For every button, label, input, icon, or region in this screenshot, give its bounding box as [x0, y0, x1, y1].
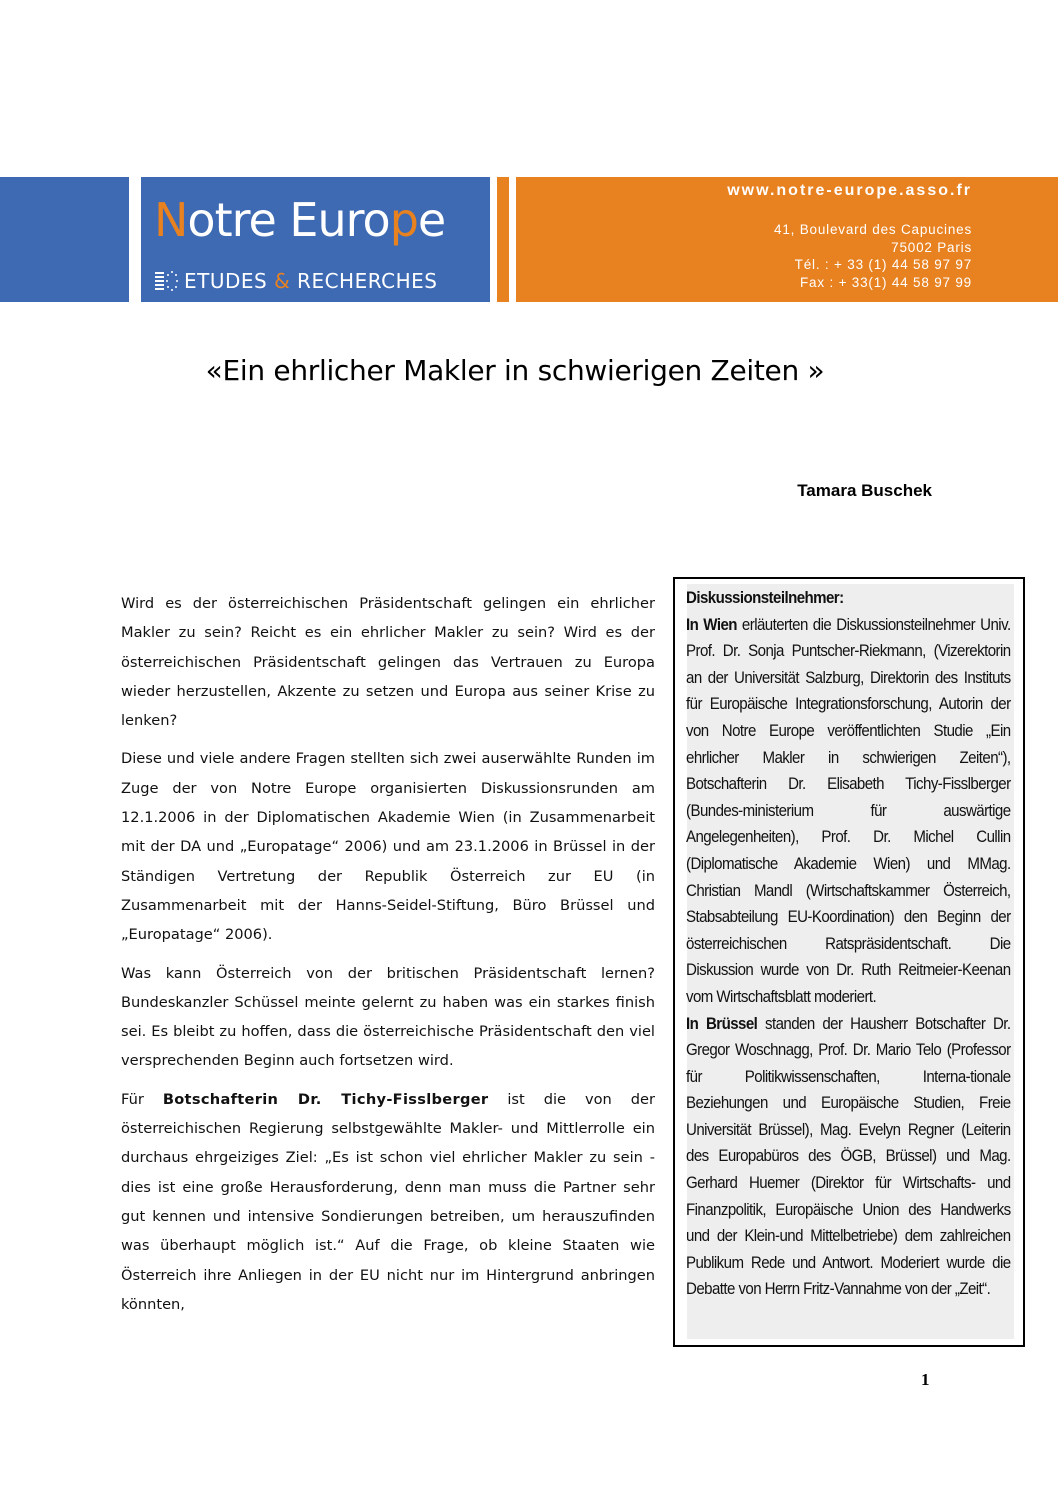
logo-subtitle: ETUDES & RECHERCHES	[154, 266, 437, 296]
document-stars-icon	[154, 269, 178, 293]
author-name: Tamara Buschek	[797, 481, 932, 500]
website-link[interactable]: www.notre-europe.asso.fr	[727, 182, 972, 199]
participants-brussels: In Brüssel standen der Hausherr Botschafter Dr. Gregor Woschnagg, Prof. Dr. Mario Telo (Professor für Politikwissenschaften, Interna-tionale Beziehungen und Europäische Studien, Freie Universität Brüssel), Mag. Evelyn Regner (Leiterin des Europabüros des ÖGB, Brüssel) und Mag. Gerhard Huemer (Direktor für Wirtschafts- und Finanzpolitik, Europäische Union des Handwerks und der Klein-und Mittelbetriebe) dem zahlreichen Publikum Rede und Antwort. Moderiert wurde die Debatte von Herrn Fritz-Vannahme von der „Zeit“.	[686, 1014, 1011, 1299]
header-band-left	[0, 177, 129, 302]
header-divider	[490, 177, 497, 302]
page-number: 1	[921, 1370, 930, 1389]
fax-line: Fax : + 33(1) 44 58 97 99	[800, 274, 972, 290]
paragraph: Was kann Österreich von der britischen Präsidentschaft lernen? Bundeskanzler Schüssel meinte gelernt zu haben was ein starkes finish sei. Es bleibt zu hoffen, dass die österreichische Präsidentschaft den viel versprechenden Beginn auch fortsetzen wird.	[121, 964, 655, 1070]
bold-name: Botschafterin Dr. Tichy-Fisslberger	[162, 1090, 489, 1108]
paragraph: Wird es der österreichischen Präsidentschaft gelingen ein ehrlicher Makler zu sein? Reicht es ein ehrlicher Makler zu sein? Wird es der österreichischen Präsidentschaft gelingen das Vertrauen zu Europa wieder herzustellen, Akzente zu setzen und Europa aus seiner Krise zu lenken?	[121, 595, 655, 730]
participants-text	[686, 585, 1011, 1303]
document-title: «Ein ehrlicher Makler in schwierigen Zeiten »	[205, 354, 825, 387]
address-line: 41, Boulevard des Capucines	[774, 222, 972, 237]
participants-heading: Diskussionsteilnehmer:	[686, 589, 844, 607]
address-line: 75002 Paris	[891, 239, 972, 255]
participants-vienna: In Wien erläuterten die Diskussionsteilnehmer Univ. Prof. Dr. Sonja Puntscher-Riekmann, (Vizerektorin an der Universität Salzburg, Direktorin des Instituts für Europäische Integrationsforschung, Autorin der von Notre Europe veröffentlichten Studie „Ein ehrlicher Makler in schwierigen Zeiten“), Botschafterin Dr. Elisabeth Tichy-Fisslberger (Bundes-ministerium für auswärtige Angelegenheiten), Prof. Dr. Michel Cullin (Diplomatische Akademie Wien) und MMag. Christian Mandl (Wirtschaftskammer Österreich, Stabsabteilung EU-Koordination) den Beginn der österreichischen Ratspräsidentschaft. Die Diskussion wurde von Dr. Ruth Reitmeier-Keenan vom Wirtschaftsblatt moderiert.	[686, 615, 1011, 1006]
paragraph: Für Botschafterin Dr. Tichy-Fisslberger ist die von der österreichischen Regierung selbstgewählte Makler- und Mittlerrolle ein durchaus ehrgeiziges Ziel: „Es ist schon viel ehrlicher Makler zu sein - dies ist eine große Herausforderung, denn man muss die Partner sehr gut kennen und intensive Sondierungen betreiben, um herauszufinden was überhaupt möglich ist.“ Auf die Frage, ob kleine Staaten wie Österreich ihre Anliegen in der EU nicht nur im Hintergrund anbringen könnten,	[121, 1090, 655, 1313]
contact-address	[774, 221, 972, 291]
header-accent-strip	[497, 177, 509, 302]
paragraph: Diese und viele andere Fragen stellten sich zwei auserwählte Runden im Zuge der von Notre Europe organisierten Diskussionsrunden am 12.1.2006 in der Diplomatischen Akademie Wien (in Zusammenarbeit mit der DA und „Europatage“ 2006) und am 23.1.2006 in Brüssel in der Ständigen Vertretung der Republik Österreich zur EU (in Zusammenarbeit mit der Hanns-Seidel-Stiftung, Büro Brüssel und „Europatage“ 2006).	[121, 750, 655, 944]
logo-wordmark: Notre Europe	[154, 193, 446, 247]
phone-line: Tél. : + 33 (1) 44 58 97 97	[794, 257, 972, 272]
main-text-column	[121, 589, 655, 1319]
